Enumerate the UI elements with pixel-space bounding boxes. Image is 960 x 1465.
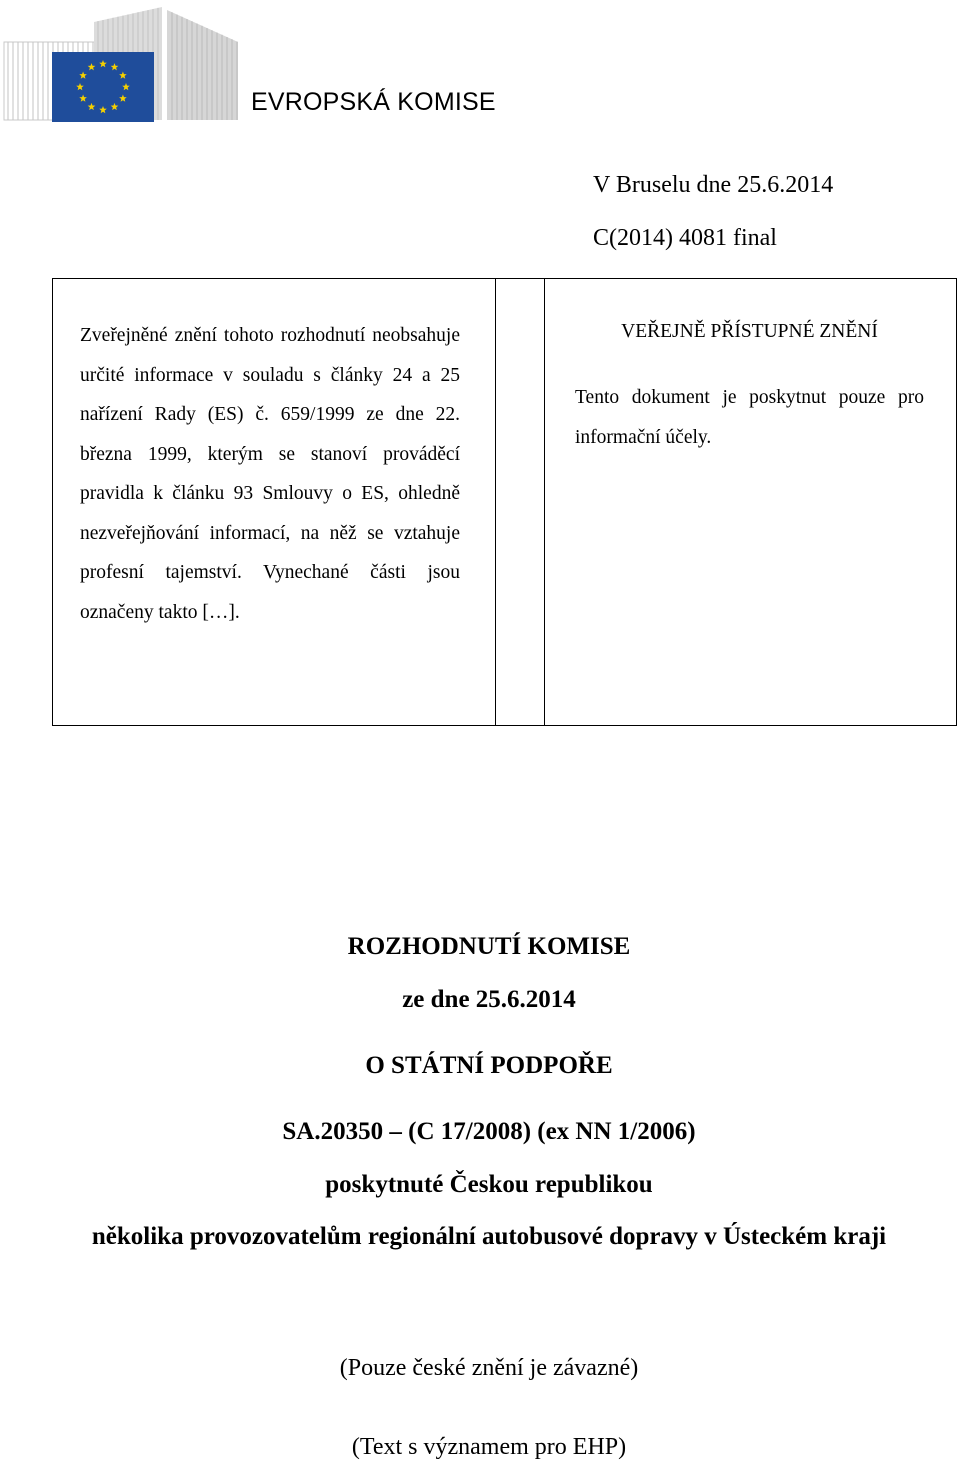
authentic-language-note: (Pouze české znění je závazné) bbox=[339, 1355, 639, 1381]
case-number: SA.20350 – (C 17/2008) (ex NN 1/2006) bbox=[282, 1118, 696, 1145]
granted-by: poskytnuté Českou republikou bbox=[325, 1171, 653, 1198]
document-reference: C(2014) 4081 final bbox=[593, 225, 777, 251]
public-version-title: VEŘEJNĚ PŘÍSTUPNÉ ZNĚNÍ bbox=[621, 321, 878, 342]
beneficiaries: několika provozovatelům regionální autobusové dopravy v Ústeckém kraji bbox=[91, 1223, 887, 1250]
decision-title: ROZHODNUTÍ KOMISE bbox=[347, 933, 631, 960]
decision-subject: O STÁTNÍ PODPOŘE bbox=[365, 1052, 613, 1079]
publication-notice-box bbox=[52, 278, 957, 726]
organization-name: EVROPSKÁ KOMISE bbox=[251, 88, 496, 116]
public-version-text: Tento dokument je poskytnut pouze pro informační účely. bbox=[575, 387, 924, 448]
omission-notice-text: Zveřejněné znění tohoto rozhodnutí neobsahuje určité informace v souladu s články 24 a 25 nařízení Rady (ES) č. 659/1999 ze dne 22. března 1999, kterým se stanoví prováděcí pravidla k článku 93 Smlouvy o ES, ohledně nezveřejňování informací, na něž se vztahuje profesní tajemství. Vynechané části jsou označeny takto […]. bbox=[80, 325, 460, 623]
document-reference-block bbox=[593, 170, 833, 276]
date-line: V Bruselu dne 25.6.2014 bbox=[593, 172, 834, 198]
box-divider bbox=[495, 279, 496, 725]
eea-relevance-note: (Text s významem pro EHP) bbox=[351, 1434, 627, 1460]
decision-date: ze dne 25.6.2014 bbox=[402, 986, 576, 1013]
public-version-panel bbox=[575, 316, 924, 457]
european-commission-logo bbox=[2, 2, 240, 122]
box-divider bbox=[544, 279, 545, 725]
